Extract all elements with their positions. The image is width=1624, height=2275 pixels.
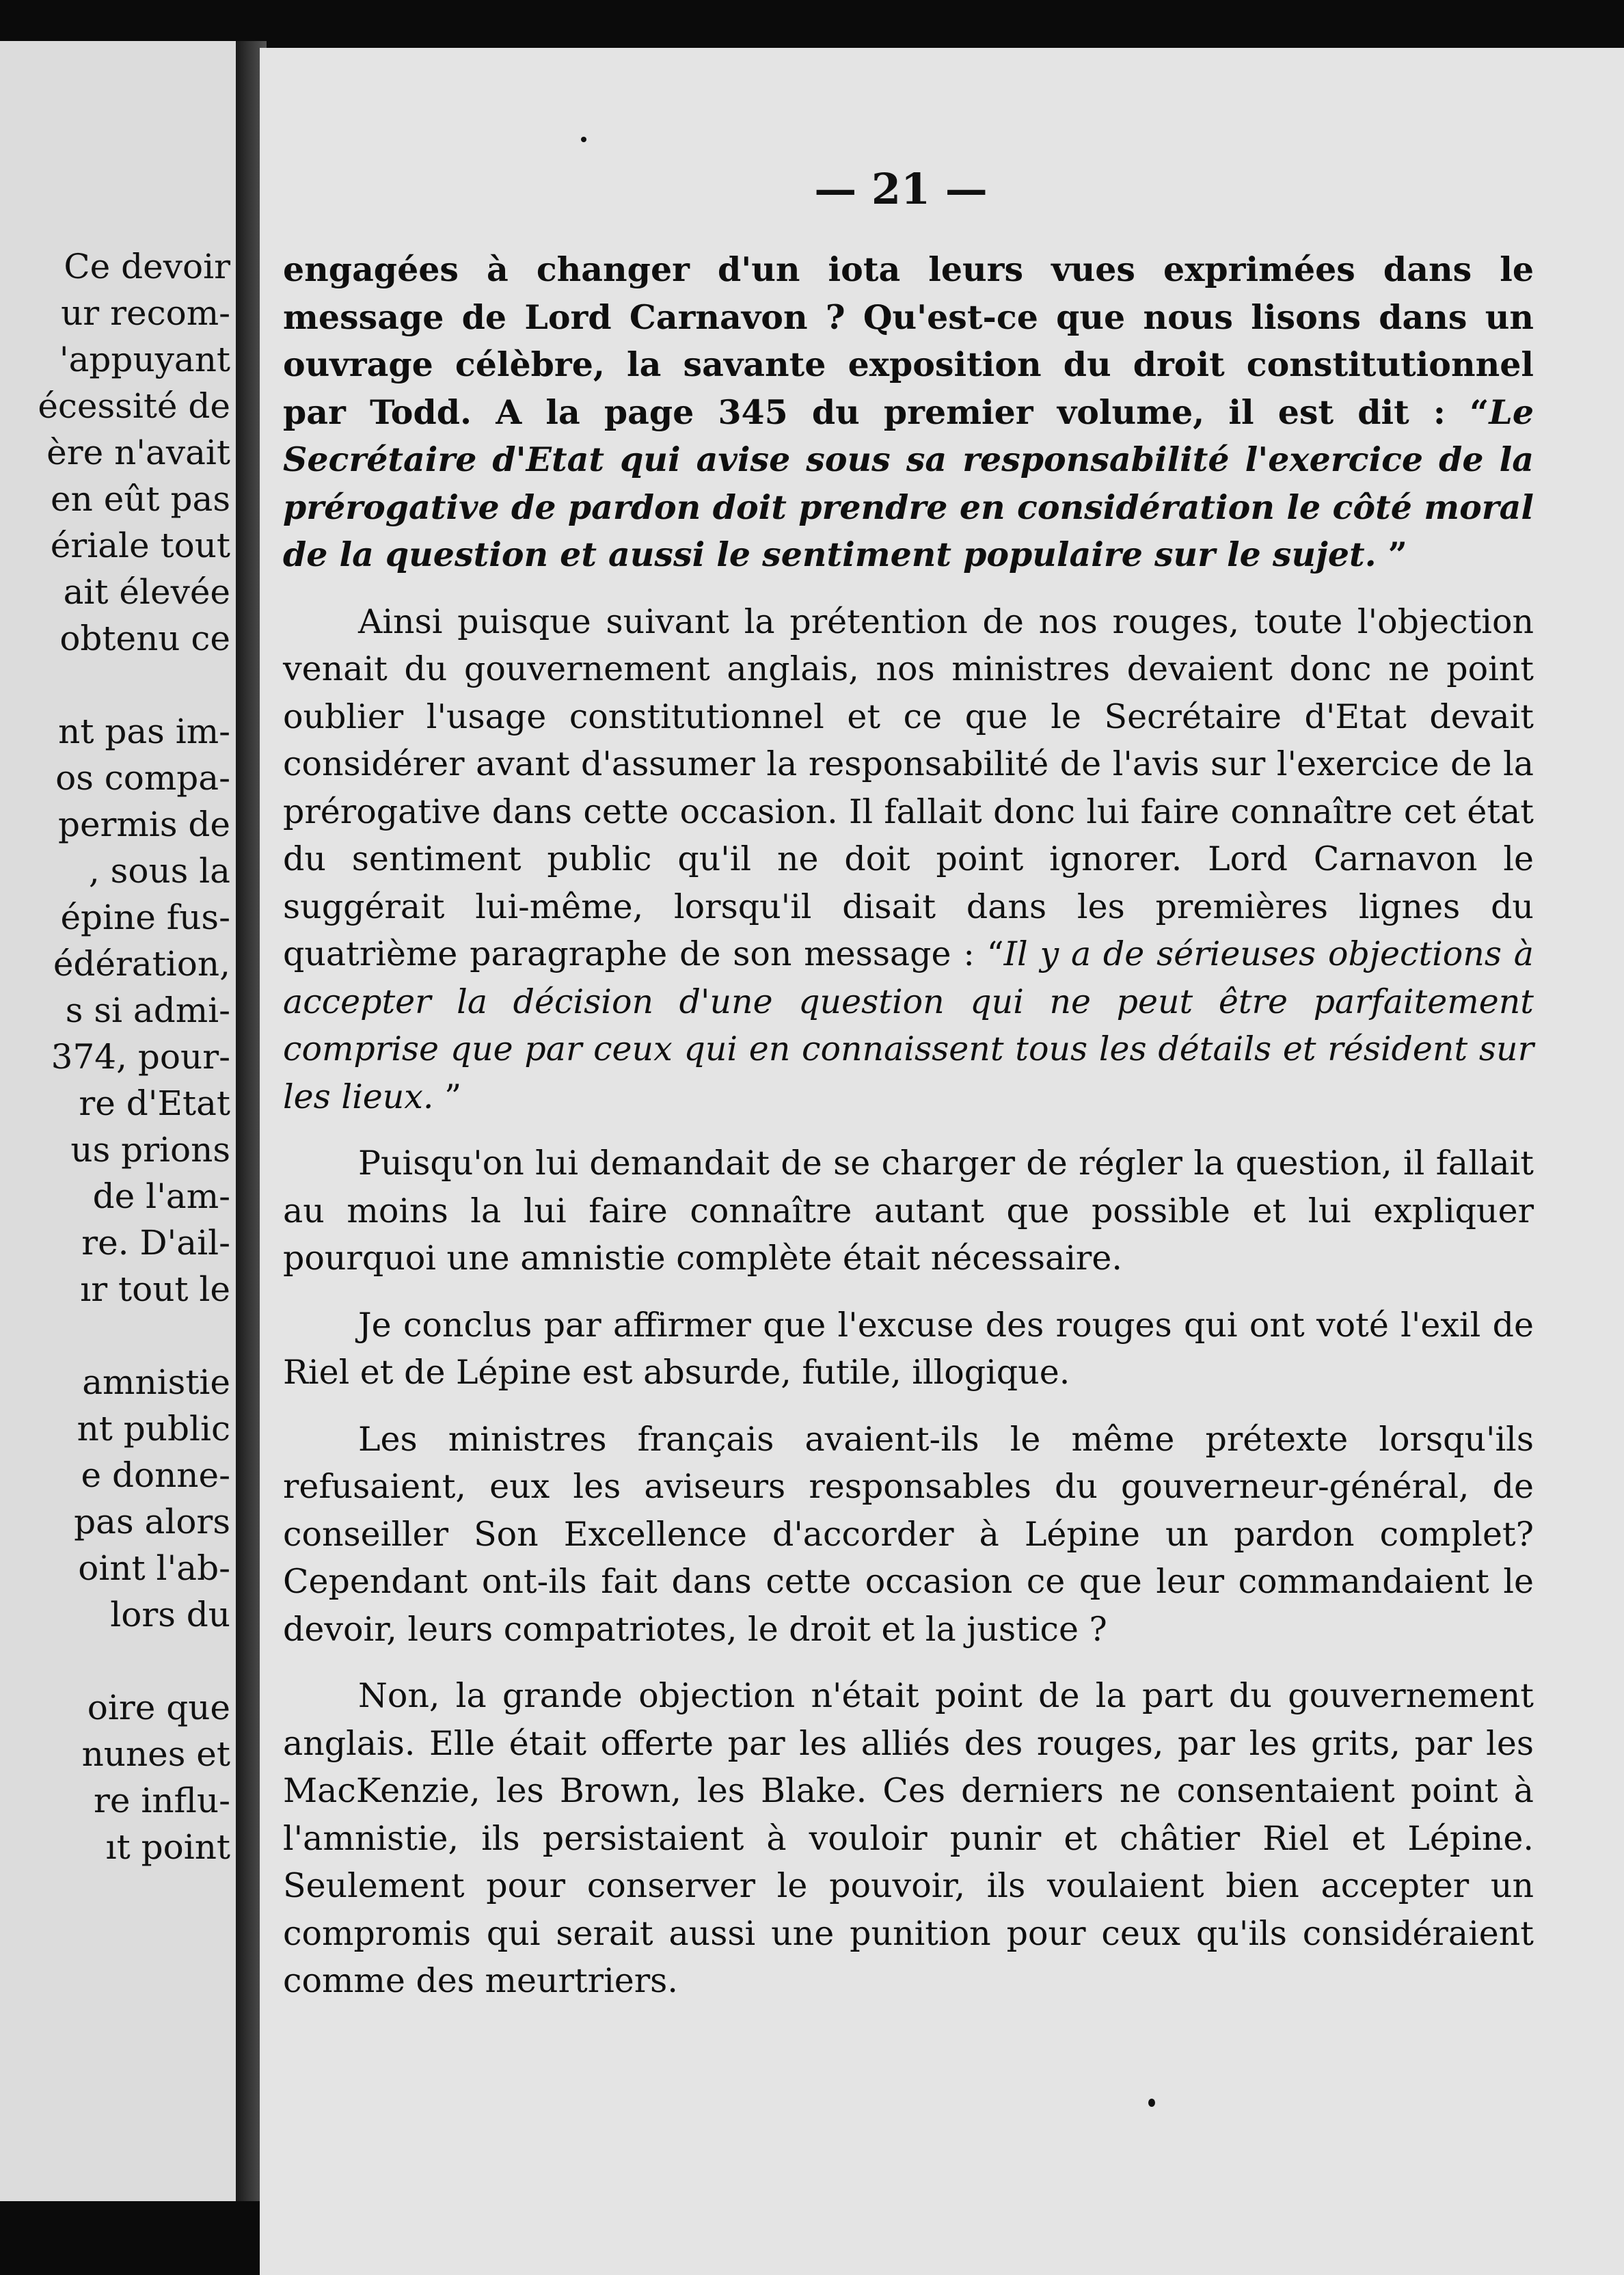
paragraph-2	[283, 598, 1534, 1121]
left-line: us prions	[70, 1130, 230, 1170]
left-line: oire que	[87, 1688, 230, 1727]
left-line: permis de	[57, 805, 230, 844]
left-line: amnistie	[82, 1362, 230, 1402]
print-speck	[1148, 2099, 1155, 2107]
left-line: os compa-	[55, 758, 230, 798]
left-line: ur recom-	[61, 293, 230, 333]
paragraph-5: Les ministres français avaient-ils le même prétexte lorsqu'ils refusaient, eux les aviseurs responsables du gouverneur-général, de conseiller Son Excellence d'accorder à Lépine un pardon complet? Cependant ont-ils fait dans cette occasion ce que leur commandaient le devoir, leurs compatriotes, le droit et la justice ?	[283, 1419, 1534, 1649]
left-line: pas alors	[74, 1502, 230, 1542]
paragraph-4: Je conclus par affirmer que l'excuse des rouges qui ont voté l'exil de Riel et de Lépine est absurde, futile, illogique.	[283, 1305, 1534, 1392]
left-line: nt public	[77, 1409, 230, 1449]
page-number: — 21 —	[814, 164, 988, 214]
paragraph-1-text: engagées à changer d'un iota leurs vues exprimées dans le message de Lord Carnavon ? Qu'est-ce que nous lisons dans un ouvrage célèbre, la savante exposition du droit constitutionnel par Todd. A la page 345 du premier volume, il est dit : “	[283, 250, 1534, 432]
quote-close: ”	[1376, 535, 1407, 574]
left-line: épine fus-	[60, 898, 230, 937]
left-line: 374, pour-	[51, 1037, 230, 1077]
carnavon-quote: Il y a de sérieuses objections à accepter la décision d'une question qui ne peut être parfaitement comprise que par ceux qui en connaissent tous les détails et résident sur les lieux.	[283, 934, 1534, 1116]
left-line: 'appuyant	[59, 340, 230, 379]
print-speck	[581, 137, 586, 142]
left-line: ère n'avait	[46, 433, 230, 472]
paragraph-6: Non, la grande objection n'était point de la part du gouvernement anglais. Elle était offerte par les alliés des rouges, par les grits, par les MacKenzie, les Brown, les Blake. Ces derniers ne consentaient point à l'amnistie, ils persistaient à vouloir punir et châtier Riel et Lépine. Seulement pour conserver le pouvoir, ils voulaient bien accepter un compromis qui serait aussi une punition pour ceux qu'ils considéraient comme des meurtriers.	[283, 1676, 1534, 2000]
left-line: édération,	[53, 944, 230, 984]
right-page	[260, 48, 1624, 2275]
left-line: re. D'ail-	[81, 1223, 230, 1263]
left-page-text	[0, 243, 236, 1870]
quote-close: ”	[433, 1077, 462, 1116]
page-body	[283, 246, 1534, 2005]
left-line: écessité de	[38, 386, 230, 426]
left-line: ıt point	[105, 1827, 230, 1867]
left-line: obtenu ce	[59, 619, 230, 658]
left-line: re influ-	[93, 1781, 230, 1820]
left-line: Ce devoir	[64, 247, 230, 286]
left-facing-page	[0, 41, 236, 2201]
left-line: nunes et	[81, 1734, 230, 1774]
left-line: ériale tout	[50, 526, 230, 565]
left-line: oint l'ab-	[78, 1548, 230, 1588]
todd-quote: Le Secrétaire d'Etat qui avise sous sa responsabilité l'exercice de la prérogative de pardon doit prendre en considération le côté moral de la question et aussi le sentiment populaire sur le sujet.	[283, 392, 1534, 574]
paragraph-3: Puisqu'on lui demandait de se charger de régler la question, il fallait au moins la lui faire connaître autant que possible et lui expliquer pourquoi une amnistie complète était nécessaire.	[283, 1144, 1534, 1278]
left-line: nt pas im-	[58, 712, 230, 751]
left-line: e donne-	[81, 1455, 230, 1495]
left-line: s si admi-	[65, 991, 230, 1030]
left-line: ait élevée	[63, 572, 230, 612]
left-line: ır tout le	[80, 1269, 230, 1309]
left-line: de l'am-	[92, 1176, 230, 1216]
left-line: re d'Etat	[79, 1083, 230, 1123]
left-line: en eût pas	[51, 479, 230, 519]
left-line: , sous la	[88, 851, 230, 891]
paragraph-2-text: Ainsi puisque suivant la prétention de nos rouges, toute l'objection venait du gouvernement anglais, nos ministres devaient donc ne point oublier l'usage constitutionnel et ce que le Secrétaire d'Etat devait considérer avant d'assumer la responsabilité de l'avis sur l'exercice de la prérogative dans cette occasion. Il fallait donc lui faire connaître cet état du sentiment public qu'il ne doit point ignorer. Lord Carnavon le suggérait lui-même, lorsqu'il disait dans les premières lignes du quatrième paragraphe de son message : “	[283, 602, 1534, 973]
paragraph-1	[283, 246, 1534, 579]
left-line: lors du	[110, 1595, 230, 1634]
